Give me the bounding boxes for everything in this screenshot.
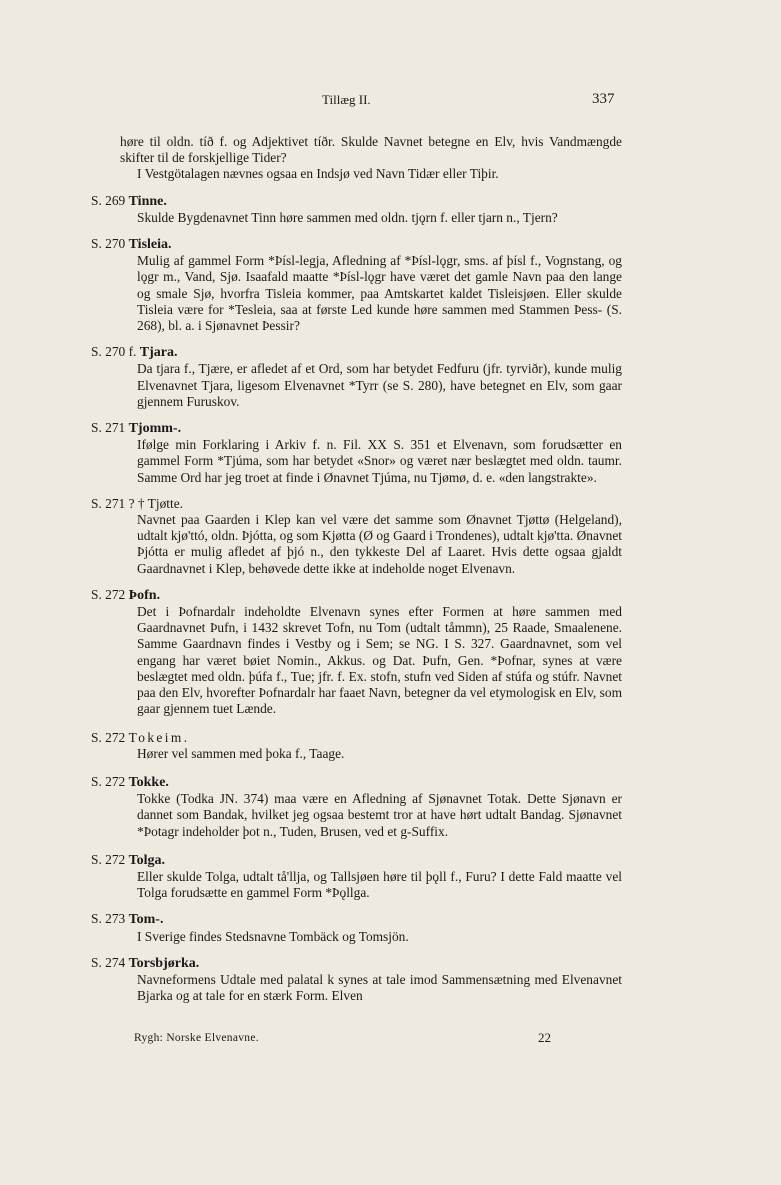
entry-ref: S. 274 <box>91 954 126 970</box>
entry-tom <box>91 911 622 944</box>
entry-text: I Sverige findes Stedsnavne Tombäck og Tomsjön. <box>137 928 409 944</box>
entry-text: Navnet paa Gaarden i Klep kan vel være det samme som Ønavnet Tjøttø (Helgeland), udtalt kjø'ttó, oldn. Þjótta, og som Kjøtta (Ø og Gaard i Trondenes), udtalt kjø'tta. Ønavnet Þjótta er mulig afledet af þjó n., den tykkeste Del af Laaret. Hvis dette ogsaa gjaldt Gaardnavnet i Klep, behøvede dette ikke at indeholde noget Elvenavn. <box>137 512 622 576</box>
entry-name: Tjomm-. <box>128 421 182 437</box>
footer-sheet-number: 22 <box>538 1030 551 1045</box>
page-footer <box>134 1032 554 1050</box>
intro-paragraph-1: høre til oldn. tíð f. og Adjektivet tíðr. Skulde Navnet betegne en Elv, hvis Vandmængde skifter til de forskjellige Tider? <box>120 134 622 166</box>
entry-ref: S. 271 ? † Tjøtte. <box>91 495 183 511</box>
entry-text: Navneformens Udtale med palatal k synes at tale imod Sammensætning med Elvenavnet Bjarka og at tale for en stærk Form. Elven <box>137 971 622 1004</box>
entry-name: Tisleia. <box>128 237 172 253</box>
entry-tjotte <box>91 495 622 577</box>
entry-ref: S. 269 <box>91 192 126 208</box>
entry-tisleia <box>91 236 622 334</box>
intro-paragraph-2: I Vestgötalagen nævnes ogsaa en Indsjø ved Navn Tidær eller Tiþir. <box>137 166 499 182</box>
entry-text: Mulig af gammel Form *Þísl-legja, Afledning af *Þísl-lǫgr, sms. af þísl f., Vognstang, og lǫgr m., Vand, Sjø. Isaafald maatte *Þísl-lǫgr have været det gamle Navn paa den lange og smale Sjø, hvorfra Tisleia kommer, paa Amtskartet kaldet Tisleisjøen. Eller skulde Tisleia være for *Tesleia, saa at første Led kunde høre sammen med Stammen Þess- (S. 268), bl. a. i Sjønavnet Þessir? <box>137 253 622 334</box>
entry-tjara <box>91 344 622 410</box>
entry-ref: S. 271 <box>91 420 126 436</box>
entry-name: Þofn. <box>128 587 161 603</box>
entry-tolga <box>91 851 622 902</box>
entry-name: Tokke. <box>128 774 169 790</box>
entry-ref: S. 273 <box>91 911 126 927</box>
entry-ref: S. 272 <box>91 729 126 745</box>
entry-text: Ifølge min Forklaring i Arkiv f. n. Fil. XX S. 351 et Elvenavn, som forudsætter en gammel Form *Tjúma, som har betydet «Snor» og været nær beslægtet med oldn. taumr. Samme Ord har jeg troet at finde i Ønavnet Tjúma, nu Tjømø, d. e. «den langstrakte». <box>137 437 622 485</box>
header-title: Tillæg II. <box>322 92 371 107</box>
entry-name: Torsbjørka. <box>128 955 200 971</box>
footer-signature: Rygh: Norske Elvenavne. <box>134 1032 259 1044</box>
running-header <box>0 92 781 114</box>
entry-name: Tinne. <box>128 193 167 209</box>
entry-text: Skulde Bygdenavnet Tinn høre sammen med oldn. tjǫrn f. eller tjarn n., Tjern? <box>137 209 558 225</box>
entry-tinne <box>91 192 622 226</box>
entry-ref: S. 272 <box>91 773 126 789</box>
page-number: 337 <box>592 91 615 107</box>
page-body <box>91 134 622 1004</box>
entry-name: Tjara. <box>139 345 178 361</box>
entry-torsbjorka <box>91 954 622 1005</box>
entry-name: Tolga. <box>128 852 166 868</box>
entry-text: Eller skulde Tolga, udtalt tå'llja, og Tallsjøen høre til þǫll f., Furu? I dette Fald maatte vel Tolga forudsætte en gammel Form *Þǫllga. <box>137 868 622 901</box>
entry-ref: S. 270 <box>91 236 126 252</box>
entry-text: Da tjara f., Tjære, er afledet af et Ord, som har betydet Fedfuru (jfr. tyrviðr), kunde mulig Elvenavnet Tjara, ligesom Elvenavnet *Tyrr (se S. 280), have betegnet en Elv, som gaar gjennem Furuskov. <box>137 361 622 409</box>
entry-name: Tokeim. <box>128 729 190 745</box>
entry-tjomm <box>91 420 622 486</box>
entry-text: Tokke (Todka JN. 374) maa være en Afledning af Sjønavnet Totak. Dette Sjønavn er dannet som Bandak, hvilket jeg ogsaa bestemt tror at have hørt udtalt Bandag. Sjønavnet *Þotagr indeholder þot n., Tuden, Brusen, ved et g-Suffix. <box>137 791 622 839</box>
entry-text: Hører vel sammen med þoka f., Taage. <box>137 745 345 761</box>
entry-tokke <box>91 773 622 840</box>
entry-ref: S. 272 <box>91 586 126 602</box>
entry-name: Tom-. <box>128 912 164 928</box>
entry-ref: S. 272 <box>91 851 126 867</box>
entry-ref: S. 270 f. <box>91 344 137 360</box>
entry-tokeim <box>91 729 622 762</box>
entry-text: Det i Þofnardalr indeholdte Elvenavn synes efter Formen at høre sammen med Gaardnavnet Þufn, i 1432 skrevet Tofn, nu Tom (udtalt tåmmn), 25 Raade, Smaalenene. Samme Gaardnavn findes i Vestby og i Sem; se NG. I S. 327. Gaardnavnet, som vel engang har været bøiet Nomin., Akkus. og Dat. Þufn, Gen. *Þofnar, synes at være beslægtet med oldn. þúfa f., Tue; jfr. f. Ex. stofn, stufn ved Siden af stúfa og stúfr. Navnet paa den Elv, hvorefter Þofnardalr har faaet Navn, betegner da vel etymologisk en Elv, som gaar gjennem tuet Lænde. <box>137 604 622 717</box>
entry-thofn <box>91 586 622 718</box>
